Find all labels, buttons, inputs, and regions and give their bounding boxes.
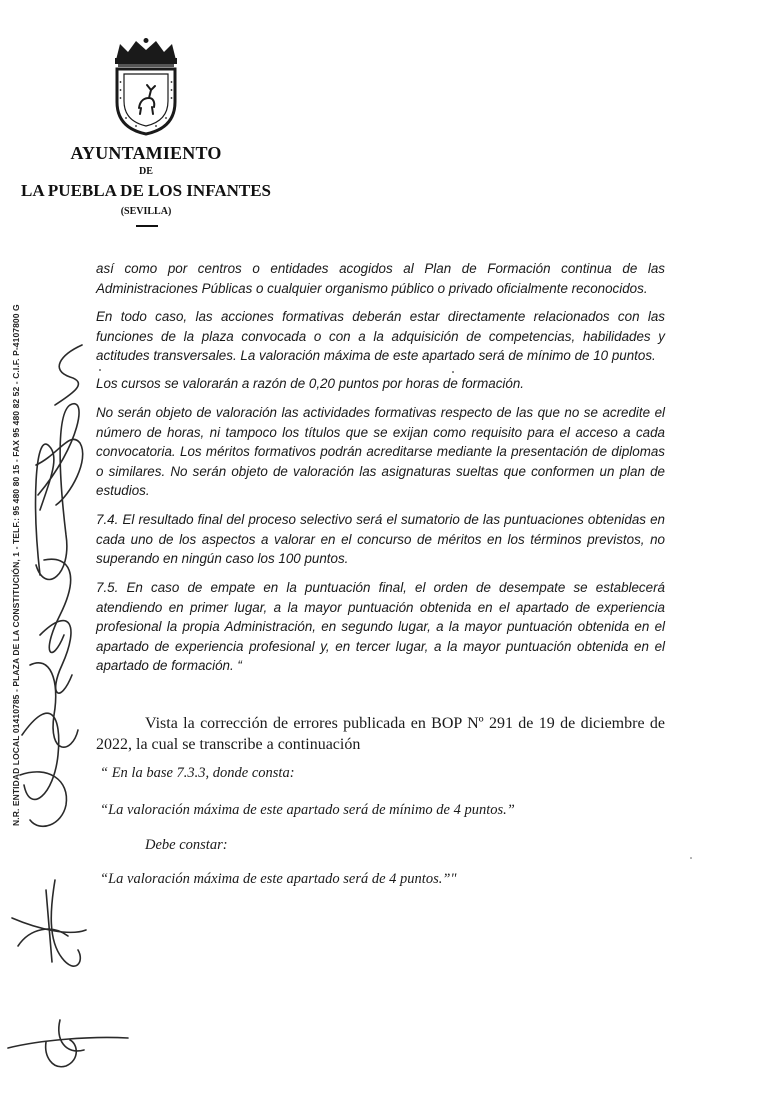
scan-speck xyxy=(99,369,101,371)
paragraph-training-actions: En todo caso, las acciones formativas deberán estar directamente relacionados con las funciones de la plaza convocada o con a la adquisición de competencias, habilidades y actitudes transversales. La valoración máxima de este apartado será de mínimo de 10 puntos. xyxy=(96,309,665,363)
letterhead-province: (SEVILLA) xyxy=(120,206,172,217)
letterhead-connector: DE xyxy=(139,166,153,177)
correction-old-text: “La valoración máxima de este apartado será de mínimo de 4 puntos.” xyxy=(100,802,515,818)
correction-should: Debe constar: xyxy=(145,837,228,853)
side-registration-text: N.R. ENTIDAD LOCAL 01410785 - PLAZA DE LA CONSTITUCIÓN, 1 - TELF.: 95 480 80 15 - FAX 95 480 82 52 - C.I.F. P-4107800 G xyxy=(11,304,21,826)
letterhead-divider xyxy=(136,225,158,227)
paragraph-tie-break: 7.5. En caso de empate en la puntuación final, el orden de desempate se establecerá atendiendo en primer lugar, a la mayor puntuación obtenida en el apartado de experiencia profesional la propia Administración, en segundo lugar, a la mayor puntuación obtenida en el apartado de experiencia profesional y, en tercer lugar, a la mayor puntuación obtenida en el apartado de formación. “ xyxy=(96,580,665,673)
letterhead-municipality: LA PUEBLA DE LOS INFANTES xyxy=(20,181,272,200)
scan-speck xyxy=(452,371,454,373)
correction-where: “ En la base 7.3.3, donde consta: xyxy=(100,765,295,781)
coat-of-arms-logo xyxy=(106,38,186,136)
correction-intro: Vista la corrección de errores publicada en BOP Nº 291 de 19 de diciembre de 2022, la cual se transcribe a continuación xyxy=(96,715,665,753)
second-signature xyxy=(0,870,130,1080)
paragraph-exclusions: No serán objeto de valoración las actividades formativas respecto de las que no se acredite el número de horas, ni tampoco los títulos que se exijan como requisito para el acceso a cada convocatoria. Los méritos formativos podrán acreditarse mediante la presentación de diplomas o similares. No serán objeto de valoración las asignaturas sueltas que conformen un plan de estudios. xyxy=(96,405,665,498)
letterhead-title: AYUNTAMIENTO xyxy=(70,143,222,163)
paragraph-course-rate: Los cursos se valorarán a razón de 0,20 puntos por horas de formación. xyxy=(96,376,525,391)
correction-new-text: “La valoración máxima de este apartado será de 4 puntos.”" xyxy=(100,871,457,887)
paragraph-training-centres: así como por centros o entidades acogidos al Plan de Formación continua de las Administraciones Públicas o cualquier organismo público o privado oficialmente reconocidos. xyxy=(96,261,665,296)
scan-speck xyxy=(690,857,692,859)
paragraph-final-result: 7.4. El resultado final del proceso selectivo será el sumatorio de las puntuaciones obtenidas en cada uno de los aspectos a valorar en el concurso de méritos en los términos previstos, no superando en ningún caso los 100 puntos. xyxy=(96,512,665,566)
